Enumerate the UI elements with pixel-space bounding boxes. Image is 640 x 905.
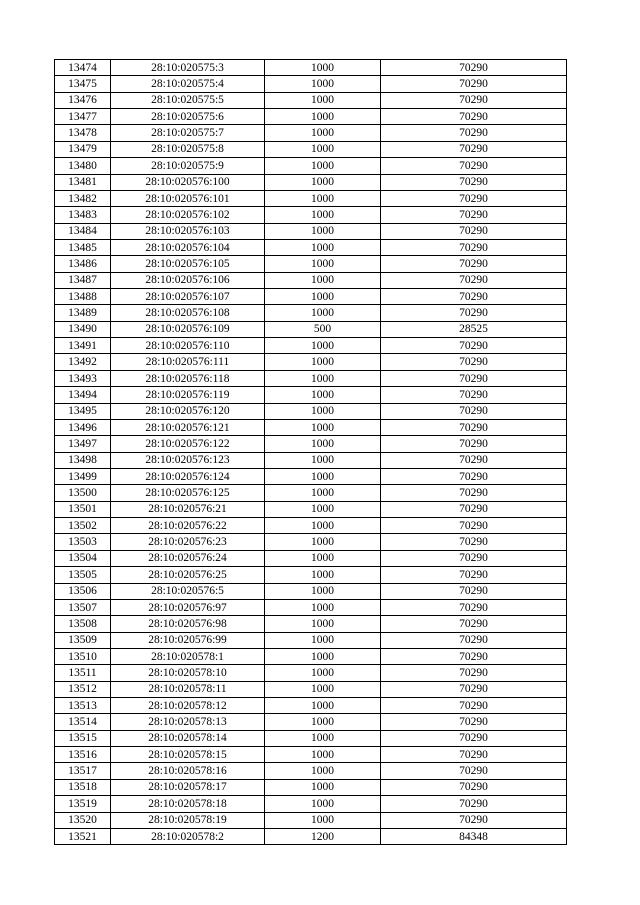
cell-row-number: 13514 (55, 714, 111, 730)
table-row (55, 763, 567, 779)
cell-row-number: 13512 (55, 681, 111, 697)
cell-area: 1000 (265, 534, 381, 550)
cell-row-number: 13501 (55, 501, 111, 517)
cell-value: 70290 (381, 272, 567, 288)
cell-area: 1000 (265, 239, 381, 255)
cell-value: 70290 (381, 305, 567, 321)
cell-area: 1000 (265, 92, 381, 108)
cell-value: 70290 (381, 665, 567, 681)
cell-row-number: 13500 (55, 485, 111, 501)
cell-row-number: 13492 (55, 354, 111, 370)
table-row (55, 665, 567, 681)
table-row (55, 92, 567, 108)
cell-value: 70290 (381, 518, 567, 534)
cell-value: 84348 (381, 828, 567, 844)
cell-value: 70290 (381, 599, 567, 615)
cell-value: 70290 (381, 419, 567, 435)
cell-cadastral-number: 28:10:020576:119 (111, 387, 265, 403)
table-row (55, 239, 567, 255)
cell-row-number: 13499 (55, 468, 111, 484)
cell-value: 70290 (381, 174, 567, 190)
cell-cadastral-number: 28:10:020576:120 (111, 403, 265, 419)
table-row (55, 338, 567, 354)
cell-row-number: 13488 (55, 289, 111, 305)
cell-cadastral-number: 28:10:020576:105 (111, 256, 265, 272)
cell-value: 70290 (381, 681, 567, 697)
cell-value: 70290 (381, 714, 567, 730)
cell-cadastral-number: 28:10:020576:5 (111, 583, 265, 599)
cell-area: 1000 (265, 796, 381, 812)
cell-area: 1000 (265, 190, 381, 206)
cell-value: 28525 (381, 321, 567, 337)
cell-area: 500 (265, 321, 381, 337)
table-row (55, 518, 567, 534)
cell-row-number: 13497 (55, 436, 111, 452)
cell-cadastral-number: 28:10:020576:103 (111, 223, 265, 239)
cell-area: 1000 (265, 648, 381, 664)
cell-area: 1000 (265, 681, 381, 697)
cell-value: 70290 (381, 779, 567, 795)
cell-row-number: 13485 (55, 239, 111, 255)
table-row (55, 567, 567, 583)
cell-area: 1000 (265, 174, 381, 190)
cell-row-number: 13516 (55, 747, 111, 763)
cell-row-number: 13490 (55, 321, 111, 337)
table-row (55, 583, 567, 599)
cell-row-number: 13491 (55, 338, 111, 354)
table-row (55, 321, 567, 337)
cell-row-number: 13515 (55, 730, 111, 746)
cell-area: 1000 (265, 158, 381, 174)
cell-row-number: 13480 (55, 158, 111, 174)
cell-value: 70290 (381, 616, 567, 632)
table-row (55, 730, 567, 746)
table-row (55, 616, 567, 632)
cell-area: 1000 (265, 485, 381, 501)
table-row (55, 648, 567, 664)
cell-cadastral-number: 28:10:020578:12 (111, 698, 265, 714)
cell-value: 70290 (381, 485, 567, 501)
cell-area: 1000 (265, 76, 381, 92)
cell-value: 70290 (381, 109, 567, 125)
cell-row-number: 13513 (55, 698, 111, 714)
cell-value: 70290 (381, 698, 567, 714)
table-row (55, 550, 567, 566)
cell-row-number: 13495 (55, 403, 111, 419)
cell-value: 70290 (381, 403, 567, 419)
table-row (55, 256, 567, 272)
table-row (55, 207, 567, 223)
cell-area: 1000 (265, 763, 381, 779)
cell-cadastral-number: 28:10:020576:121 (111, 419, 265, 435)
cell-cadastral-number: 28:10:020576:118 (111, 370, 265, 386)
table-row (55, 501, 567, 517)
cell-row-number: 13478 (55, 125, 111, 141)
cell-row-number: 13479 (55, 141, 111, 157)
cell-value: 70290 (381, 289, 567, 305)
table-row (55, 109, 567, 125)
cell-value: 70290 (381, 501, 567, 517)
cell-value: 70290 (381, 632, 567, 648)
cell-cadastral-number: 28:10:020578:15 (111, 747, 265, 763)
cell-cadastral-number: 28:10:020576:111 (111, 354, 265, 370)
table-row (55, 354, 567, 370)
cell-cadastral-number: 28:10:020578:1 (111, 648, 265, 664)
cell-cadastral-number: 28:10:020576:125 (111, 485, 265, 501)
cell-row-number: 13476 (55, 92, 111, 108)
cell-row-number: 13486 (55, 256, 111, 272)
cell-area: 1000 (265, 452, 381, 468)
cell-cadastral-number: 28:10:020578:19 (111, 812, 265, 828)
cell-cadastral-number: 28:10:020578:11 (111, 681, 265, 697)
table-row (55, 305, 567, 321)
cell-row-number: 13510 (55, 648, 111, 664)
cell-value: 70290 (381, 338, 567, 354)
cell-cadastral-number: 28:10:020578:18 (111, 796, 265, 812)
cell-cadastral-number: 28:10:020575:4 (111, 76, 265, 92)
cell-value: 70290 (381, 60, 567, 76)
cell-value: 70290 (381, 436, 567, 452)
cell-cadastral-number: 28:10:020576:102 (111, 207, 265, 223)
cell-area: 1000 (265, 207, 381, 223)
cell-row-number: 13509 (55, 632, 111, 648)
cell-value: 70290 (381, 534, 567, 550)
table-row (55, 223, 567, 239)
table-row (55, 141, 567, 157)
cell-cadastral-number: 28:10:020576:98 (111, 616, 265, 632)
cell-row-number: 13477 (55, 109, 111, 125)
table-row (55, 796, 567, 812)
cell-value: 70290 (381, 730, 567, 746)
cell-area: 1000 (265, 468, 381, 484)
cell-row-number: 13521 (55, 828, 111, 844)
cell-cadastral-number: 28:10:020576:101 (111, 190, 265, 206)
cell-cadastral-number: 28:10:020576:21 (111, 501, 265, 517)
cell-cadastral-number: 28:10:020575:3 (111, 60, 265, 76)
cell-area: 1000 (265, 518, 381, 534)
table-row (55, 747, 567, 763)
cell-value: 70290 (381, 125, 567, 141)
cell-area: 1000 (265, 387, 381, 403)
cell-value: 70290 (381, 239, 567, 255)
cell-value: 70290 (381, 796, 567, 812)
cell-value: 70290 (381, 92, 567, 108)
cell-row-number: 13520 (55, 812, 111, 828)
cell-row-number: 13474 (55, 60, 111, 76)
cell-value: 70290 (381, 583, 567, 599)
cell-cadastral-number: 28:10:020576:25 (111, 567, 265, 583)
cell-cadastral-number: 28:10:020576:124 (111, 468, 265, 484)
cell-area: 1000 (265, 812, 381, 828)
cell-area: 1200 (265, 828, 381, 844)
cell-value: 70290 (381, 812, 567, 828)
table-row (55, 158, 567, 174)
cell-area: 1000 (265, 730, 381, 746)
cell-area: 1000 (265, 354, 381, 370)
table-row (55, 125, 567, 141)
cell-area: 1000 (265, 141, 381, 157)
cell-row-number: 13484 (55, 223, 111, 239)
cell-cadastral-number: 28:10:020575:8 (111, 141, 265, 157)
table-row (55, 452, 567, 468)
cell-value: 70290 (381, 223, 567, 239)
cell-cadastral-number: 28:10:020578:10 (111, 665, 265, 681)
cell-area: 1000 (265, 501, 381, 517)
cell-row-number: 13487 (55, 272, 111, 288)
cell-row-number: 13483 (55, 207, 111, 223)
cell-cadastral-number: 28:10:020576:122 (111, 436, 265, 452)
cell-cadastral-number: 28:10:020576:100 (111, 174, 265, 190)
cell-value: 70290 (381, 550, 567, 566)
cell-row-number: 13489 (55, 305, 111, 321)
cell-row-number: 13519 (55, 796, 111, 812)
cell-area: 1000 (265, 338, 381, 354)
cell-area: 1000 (265, 272, 381, 288)
cell-area: 1000 (265, 60, 381, 76)
cell-area: 1000 (265, 436, 381, 452)
table-row (55, 190, 567, 206)
table-row (55, 272, 567, 288)
cell-cadastral-number: 28:10:020578:16 (111, 763, 265, 779)
cell-cadastral-number: 28:10:020576:104 (111, 239, 265, 255)
table-row (55, 779, 567, 795)
cell-area: 1000 (265, 305, 381, 321)
table-row (55, 289, 567, 305)
cell-cadastral-number: 28:10:020575:9 (111, 158, 265, 174)
cell-cadastral-number: 28:10:020576:107 (111, 289, 265, 305)
cell-row-number: 13482 (55, 190, 111, 206)
cell-row-number: 13508 (55, 616, 111, 632)
cell-area: 1000 (265, 550, 381, 566)
cell-area: 1000 (265, 403, 381, 419)
table-row (55, 812, 567, 828)
cell-area: 1000 (265, 370, 381, 386)
cell-row-number: 13502 (55, 518, 111, 534)
cell-value: 70290 (381, 76, 567, 92)
cell-value: 70290 (381, 190, 567, 206)
table-row (55, 698, 567, 714)
cell-cadastral-number: 28:10:020576:123 (111, 452, 265, 468)
cell-cadastral-number: 28:10:020576:22 (111, 518, 265, 534)
cell-cadastral-number: 28:10:020578:14 (111, 730, 265, 746)
cell-value: 70290 (381, 141, 567, 157)
table-row (55, 714, 567, 730)
cell-area: 1000 (265, 125, 381, 141)
cell-row-number: 13498 (55, 452, 111, 468)
table-row (55, 403, 567, 419)
table-row (55, 370, 567, 386)
table-row (55, 828, 567, 844)
cell-area: 1000 (265, 419, 381, 435)
cell-row-number: 13493 (55, 370, 111, 386)
cell-cadastral-number: 28:10:020576:109 (111, 321, 265, 337)
table-row (55, 468, 567, 484)
cell-row-number: 13481 (55, 174, 111, 190)
cell-row-number: 13475 (55, 76, 111, 92)
cell-area: 1000 (265, 714, 381, 730)
cell-cadastral-number: 28:10:020578:2 (111, 828, 265, 844)
cell-area: 1000 (265, 256, 381, 272)
table-row (55, 174, 567, 190)
cell-area: 1000 (265, 698, 381, 714)
cell-area: 1000 (265, 567, 381, 583)
table-row (55, 419, 567, 435)
cell-area: 1000 (265, 779, 381, 795)
cell-area: 1000 (265, 665, 381, 681)
cell-value: 70290 (381, 763, 567, 779)
cell-row-number: 13511 (55, 665, 111, 681)
cell-area: 1000 (265, 583, 381, 599)
cell-cadastral-number: 28:10:020576:97 (111, 599, 265, 615)
cell-cadastral-number: 28:10:020575:7 (111, 125, 265, 141)
cell-cadastral-number: 28:10:020575:6 (111, 109, 265, 125)
cell-cadastral-number: 28:10:020576:106 (111, 272, 265, 288)
cell-row-number: 13505 (55, 567, 111, 583)
table-row (55, 76, 567, 92)
cell-cadastral-number: 28:10:020576:23 (111, 534, 265, 550)
cell-row-number: 13504 (55, 550, 111, 566)
cell-row-number: 13506 (55, 583, 111, 599)
table-body (55, 60, 567, 845)
cell-row-number: 13507 (55, 599, 111, 615)
data-table (54, 59, 567, 845)
cell-row-number: 13503 (55, 534, 111, 550)
cell-value: 70290 (381, 387, 567, 403)
table-row (55, 534, 567, 550)
cell-cadastral-number: 28:10:020575:5 (111, 92, 265, 108)
cell-cadastral-number: 28:10:020578:17 (111, 779, 265, 795)
cell-row-number: 13494 (55, 387, 111, 403)
cell-value: 70290 (381, 207, 567, 223)
table-row (55, 485, 567, 501)
cell-cadastral-number: 28:10:020576:99 (111, 632, 265, 648)
table-row (55, 632, 567, 648)
cell-area: 1000 (265, 632, 381, 648)
cell-value: 70290 (381, 452, 567, 468)
cell-value: 70290 (381, 158, 567, 174)
cell-value: 70290 (381, 747, 567, 763)
cell-value: 70290 (381, 354, 567, 370)
cell-cadastral-number: 28:10:020576:110 (111, 338, 265, 354)
table-row (55, 387, 567, 403)
cell-area: 1000 (265, 616, 381, 632)
cell-area: 1000 (265, 289, 381, 305)
cell-row-number: 13517 (55, 763, 111, 779)
cell-cadastral-number: 28:10:020578:13 (111, 714, 265, 730)
cell-cadastral-number: 28:10:020576:108 (111, 305, 265, 321)
cell-value: 70290 (381, 468, 567, 484)
cell-row-number: 13496 (55, 419, 111, 435)
cell-value: 70290 (381, 648, 567, 664)
cell-area: 1000 (265, 747, 381, 763)
cell-cadastral-number: 28:10:020576:24 (111, 550, 265, 566)
cell-value: 70290 (381, 567, 567, 583)
cell-area: 1000 (265, 599, 381, 615)
table-row (55, 60, 567, 76)
cell-row-number: 13518 (55, 779, 111, 795)
table-row (55, 681, 567, 697)
cell-value: 70290 (381, 370, 567, 386)
cell-value: 70290 (381, 256, 567, 272)
cell-area: 1000 (265, 223, 381, 239)
cell-area: 1000 (265, 109, 381, 125)
table-row (55, 599, 567, 615)
table-row (55, 436, 567, 452)
